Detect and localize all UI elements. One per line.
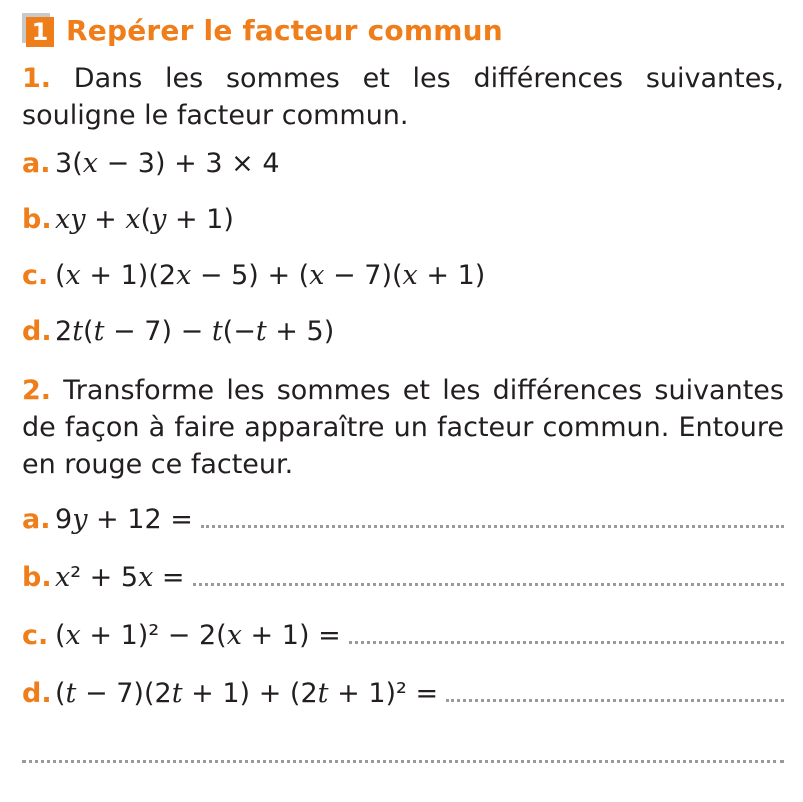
- q2-item-b: [22, 560, 784, 596]
- exercise-number-badge: [22, 13, 54, 47]
- question-1-number: 1.: [22, 63, 52, 94]
- question-2-number: 2.: [22, 375, 52, 406]
- item-label: a.: [22, 504, 51, 535]
- q1-item-d: [22, 314, 784, 350]
- item-expression: (t − 7)(2t + 1) + (2t + 1)² =: [55, 678, 439, 709]
- item-expression: x² + 5x =: [55, 562, 185, 593]
- item-expression: 2t(t − 7) − t(−t + 5): [55, 316, 335, 347]
- item-label: d.: [22, 678, 52, 709]
- question-1-text: Dans les sommes et les différences suivantes, souligne le facteur commun.: [22, 63, 784, 131]
- exercise-title: Repérer le facteur commun: [66, 13, 503, 47]
- item-expression: (x + 1)² − 2(x + 1) =: [55, 620, 341, 651]
- item-label: d.: [22, 316, 52, 347]
- item-label: b.: [22, 204, 52, 235]
- exercise-number: 1: [26, 17, 54, 47]
- question-1-instruction: [22, 60, 784, 134]
- item-expression: 3(x − 3) + 3 × 4: [55, 148, 280, 179]
- item-label: c.: [22, 620, 49, 651]
- item-expression: (x + 1)(2x − 5) + (x − 7)(x + 1): [55, 260, 486, 291]
- q2-item-d: [22, 676, 784, 712]
- q2-item-a: [22, 502, 784, 538]
- question-2-text: Transforme les sommes et les différences suivantes de façon à faire apparaître un facteur commun. Entoure en rouge ce facteur.: [22, 375, 784, 480]
- q1-item-b: [22, 202, 784, 238]
- q1-item-c: [22, 258, 784, 294]
- answer-line[interactable]: [193, 563, 784, 586]
- answer-line[interactable]: [201, 505, 784, 528]
- answer-line-continuation[interactable]: [22, 756, 784, 763]
- item-expression: 9y + 12 =: [55, 504, 193, 535]
- answer-line[interactable]: [446, 679, 784, 702]
- question-2-instruction: [22, 372, 784, 483]
- exercise-header: [22, 10, 503, 50]
- item-label: c.: [22, 260, 49, 291]
- q2-item-c: [22, 618, 784, 654]
- q1-item-a: [22, 146, 784, 182]
- answer-line[interactable]: [349, 621, 784, 644]
- item-label: a.: [22, 148, 51, 179]
- item-expression: xy + x(y + 1): [55, 204, 234, 235]
- item-label: b.: [22, 562, 52, 593]
